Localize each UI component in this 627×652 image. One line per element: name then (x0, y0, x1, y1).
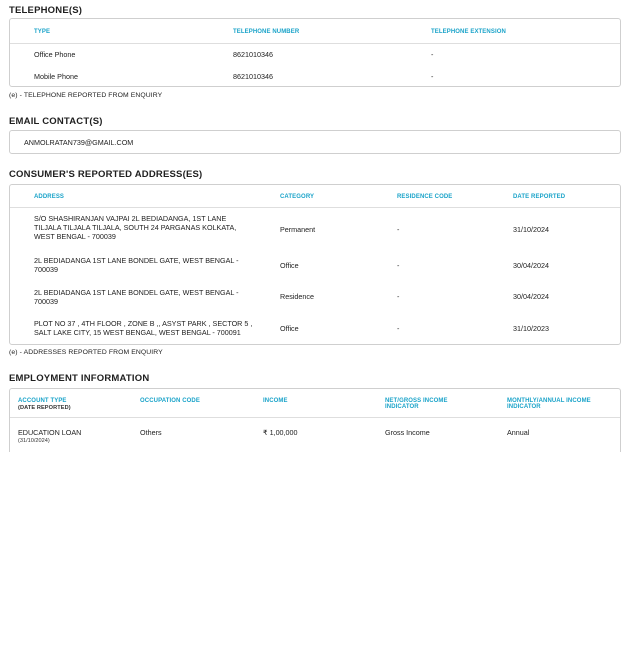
address-row-4-date: 31/10/2023 (513, 324, 549, 333)
telephone-note: (e) - TELEPHONE REPORTED FROM ENQUIRY (9, 92, 163, 99)
employment-net-gross: Gross Income (385, 428, 430, 437)
address-row-3-residence-code: - (397, 292, 400, 301)
telephone-header-number: TELEPHONE NUMBER (233, 29, 300, 35)
addresses-header-divider (10, 207, 620, 208)
address-row-3-address (34, 288, 274, 306)
employment-header-net-gross-line-1: NET/GROSS INCOME (385, 398, 448, 404)
email-box (9, 130, 621, 154)
address-row-3-line-2: 700039 (34, 297, 58, 306)
employment-section-title: EMPLOYMENT INFORMATION (9, 373, 150, 384)
address-header-date-reported: DATE REPORTED (513, 194, 566, 200)
address-row-4-category: Office (280, 324, 299, 333)
employment-header-net-gross-line-2: INDICATOR (385, 404, 419, 410)
address-header-address: ADDRESS (34, 194, 65, 200)
employment-header-occupation-code: OCCUPATION CODE (140, 398, 200, 404)
employment-header-account-type (18, 398, 71, 412)
address-row-4-line-2: SALT LAKE CITY, 15 WEST BENGAL, WEST BENGAL - 700091 (34, 328, 241, 337)
employment-account-type (18, 428, 81, 445)
telephone-row-1-number: 8621010346 (233, 50, 273, 59)
address-row-3-date: 30/04/2024 (513, 292, 549, 301)
addresses-section-title: CONSUMER'S REPORTED ADDRESS(ES) (9, 169, 203, 180)
address-row-2-line-1: 2L BEDIADANGA 1ST LANE BONDEL GATE, WEST BENGAL - (34, 256, 239, 265)
addresses-table (9, 184, 621, 345)
telephone-section-title: TELEPHONE(S) (9, 5, 83, 16)
employment-income: ₹ 1,00,000 (263, 428, 298, 437)
employment-monthly-annual: Annual (507, 428, 530, 437)
telephone-row-1-type: Office Phone (34, 50, 76, 59)
employment-header-account-type-label: ACCOUNT TYPE (18, 398, 67, 404)
employment-account-type-value: EDUCATION LOAN (18, 428, 82, 437)
addresses-note: (e) - ADDRESSES REPORTED FROM ENQUIRY (9, 349, 163, 356)
address-row-4-address (34, 319, 279, 337)
address-row-4-residence-code: - (397, 324, 400, 333)
employment-header-date-reported: (DATE REPORTED) (18, 405, 71, 411)
address-row-1-line-2: TILJALA TILJALA TILJALA, SOUTH 24 PARGANAS KOLKATA, (34, 223, 237, 232)
employment-date-reported: (31/10/2024) (18, 438, 50, 444)
telephone-table (9, 18, 621, 87)
employment-occupation-code: Others (140, 428, 162, 437)
address-header-category: CATEGORY (280, 194, 315, 200)
employment-header-net-gross (385, 398, 448, 410)
employment-header-monthly-annual-line-2: INDICATOR (507, 404, 541, 410)
address-row-1-line-3: WEST BENGAL - 700039 (34, 232, 116, 241)
address-row-3-category: Residence (280, 292, 314, 301)
telephone-header-type: TYPE (34, 29, 51, 35)
telephone-row-2-extension: - (431, 72, 434, 81)
employment-table (9, 388, 621, 452)
email-value: ANMOLRATAN739@GMAIL.COM (24, 138, 134, 147)
telephone-row-2-type: Mobile Phone (34, 72, 78, 81)
address-row-1-date: 31/10/2024 (513, 225, 549, 234)
employment-header-monthly-annual (507, 398, 591, 410)
employment-header-monthly-annual-line-1: MONTHLY/ANNUAL INCOME (507, 398, 591, 404)
employment-header-divider (10, 417, 620, 418)
address-row-1-line-1: S/O SHASHIRANJAN VAJPAI 2L BEDIADANGA, 1ST LANE (34, 214, 227, 223)
address-row-2-address (34, 256, 274, 274)
address-row-3-line-1: 2L BEDIADANGA 1ST LANE BONDEL GATE, WEST BENGAL - (34, 288, 239, 297)
address-row-1-address (34, 214, 274, 241)
address-row-4-line-1: PLOT NO 37 , 4TH FLOOR , ZONE B ,, ASYST PARK , SECTOR 5 , (34, 319, 253, 328)
address-row-2-line-2: 700039 (34, 265, 58, 274)
address-row-2-category: Office (280, 261, 299, 270)
telephone-row-2-number: 8621010346 (233, 72, 273, 81)
address-header-residence-code: RESIDENCE CODE (397, 194, 453, 200)
address-row-2-residence-code: - (397, 261, 400, 270)
telephone-row-1-extension: - (431, 50, 434, 59)
address-row-1-category: Permanent (280, 225, 316, 234)
telephone-header-extension: TELEPHONE EXTENSION (431, 29, 506, 35)
address-row-2-date: 30/04/2024 (513, 261, 549, 270)
email-section-title: EMAIL CONTACT(S) (9, 116, 103, 127)
address-row-1-residence-code: - (397, 225, 400, 234)
telephone-header-divider (10, 43, 620, 44)
employment-header-income: INCOME (263, 398, 288, 404)
